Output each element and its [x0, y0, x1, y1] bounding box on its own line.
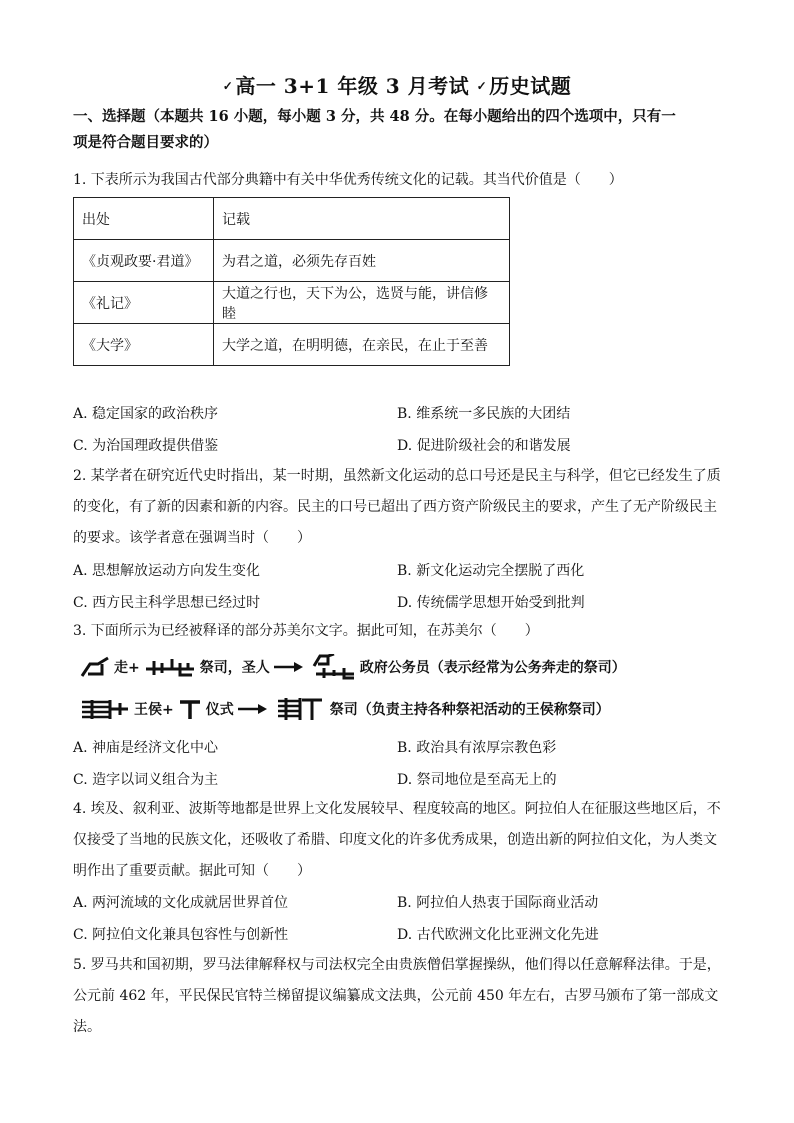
table-header-cell: 记载	[214, 198, 510, 240]
q5-line: 公元前 462 年，平民保民官特兰梯留提议编纂成文法典，公元前 450 年左右，古罗马颁布了第一部成文法。	[73, 988, 719, 1035]
q2-line: 的变化，有了新的因素和新的内容。民主的口号已超出了西方资产阶级民主的要求，产生了无产阶级民主	[73, 499, 717, 515]
table-header-cell: 出处	[74, 198, 214, 240]
cuneiform-official-glyph	[312, 654, 356, 680]
q5-line: 5. 罗马共和国初期，罗马法律解释权与司法权完全由贵族僧侣掌握操纵，他们得以任意解释法律。于是，	[73, 957, 721, 973]
check-mark-icon: ✓	[476, 79, 488, 93]
table-header-row	[74, 198, 510, 240]
check-mark-icon: ✓	[222, 79, 234, 93]
q4-option-a[interactable]: A. 两河流域的文化成就居世界首位	[73, 895, 289, 911]
q4-option-c[interactable]: C. 阿拉伯文化兼具包容性与创新性	[73, 927, 289, 943]
q4-stem	[73, 794, 725, 887]
page-title	[0, 70, 794, 99]
sumer-word: 走+	[114, 660, 140, 676]
q1-table	[73, 197, 510, 366]
q1-stem: 1. 下表所示为我国古代部分典籍中有关中华优秀传统文化的记载。其当代价值是（ ）	[73, 172, 623, 188]
q4-line: 仅接受了当地的民族文化，还吸收了希腊、印度文化的许多优秀成果，创造出新的阿拉伯文化，为人类文	[73, 832, 717, 848]
q3-option-c[interactable]: C. 造字以词义组合为主	[73, 772, 219, 788]
sumer-row-1	[76, 652, 626, 682]
q1-option-b[interactable]: B. 维系统一多民族的大团结	[397, 406, 571, 422]
cuneiform-priest-ritual-glyph	[276, 696, 326, 722]
table-cell: 大道之行也，天下为公，选贤与能，讲信修睦	[214, 282, 510, 324]
sumer-word: 仪式	[205, 702, 234, 718]
q3-option-a[interactable]: A. 神庙是经济文化中心	[73, 740, 219, 756]
table-cell: 为君之道，必须先存百姓	[214, 240, 510, 282]
q2-line: 的要求。该学者意在强调当时（ ）	[73, 530, 311, 546]
q4-option-d[interactable]: D. 古代欧洲文化比亚洲文化先进	[397, 927, 599, 943]
sumer-result: 祭司（负责主持各种祭祀活动的王侯称祭司）	[329, 702, 610, 718]
cuneiform-ritual-glyph	[178, 698, 202, 720]
q4-line: 4. 埃及、叙利亚、波斯等地都是世界上文化发展较早、程度较高的地区。阿拉伯人在征服这些地区后，不	[73, 801, 721, 817]
title-part1: 高一 3+1 年级 3 月考试	[235, 74, 470, 98]
cuneiform-king-glyph	[80, 698, 130, 720]
q1-option-d[interactable]: D. 促进阶级社会的和谐发展	[397, 438, 571, 454]
table-row	[74, 324, 510, 366]
table-cell: 《大学》	[74, 324, 214, 366]
q1-option-c[interactable]: C. 为治国理政提供借鉴	[73, 438, 219, 454]
cuneiform-walk-glyph	[80, 656, 110, 678]
table-cell: 大学之道，在明明德，在亲民，在止于至善	[214, 324, 510, 366]
q3-stem: 3. 下面所示为已经被释译的部分苏美尔文字。据此可知，在苏美尔（ ）	[73, 623, 539, 639]
table-row	[74, 240, 510, 282]
sumer-row-2	[76, 694, 610, 724]
table-row	[74, 282, 510, 324]
section-line: 项是符合题目要求的）	[73, 134, 218, 151]
q3-option-b[interactable]: B. 政治具有浓厚宗教色彩	[397, 740, 557, 756]
table-cell: 《贞观政要·君道》	[74, 240, 214, 282]
q4-line: 明作出了重要贡献。据此可知（ ）	[73, 863, 311, 879]
title-part2: 历史试题	[489, 74, 572, 98]
q1-option-a[interactable]: A. 稳定国家的政治秩序	[73, 406, 219, 422]
arrow-right-icon	[274, 661, 304, 673]
q4-option-b[interactable]: B. 阿拉伯人热衷于国际商业活动	[397, 895, 599, 911]
table-cell: 《礼记》	[74, 282, 214, 324]
section-line: 一、选择题（本题共 16 小题，每小题 3 分，共 48 分。在每小题给出的四个选项中，只有一	[73, 108, 676, 125]
q2-option-b[interactable]: B. 新文化运动完全摆脱了西化	[397, 563, 585, 579]
sumer-word: 王侯+	[134, 702, 174, 718]
q5-stem	[73, 950, 725, 1043]
q2-option-a[interactable]: A. 思想解放运动方向发生变化	[73, 563, 261, 579]
q2-stem	[73, 461, 725, 554]
section-header	[73, 104, 733, 156]
q2-option-d[interactable]: D. 传统儒学思想开始受到批判	[397, 595, 585, 611]
cuneiform-priest-glyph	[144, 657, 196, 677]
arrow-right-icon	[238, 703, 268, 715]
sumer-result: 政府公务员（表示经常为公务奔走的祭司）	[359, 660, 626, 676]
q2-option-c[interactable]: C. 西方民主科学思想已经过时	[73, 595, 261, 611]
q3-option-d[interactable]: D. 祭司地位是至高无上的	[397, 772, 557, 788]
sumer-word: 祭司，圣人	[199, 660, 270, 676]
q2-line: 2. 某学者在研究近代史时指出，某一时期，虽然新文化运动的总口号还是民主与科学，但它已经发生了质	[73, 468, 721, 484]
